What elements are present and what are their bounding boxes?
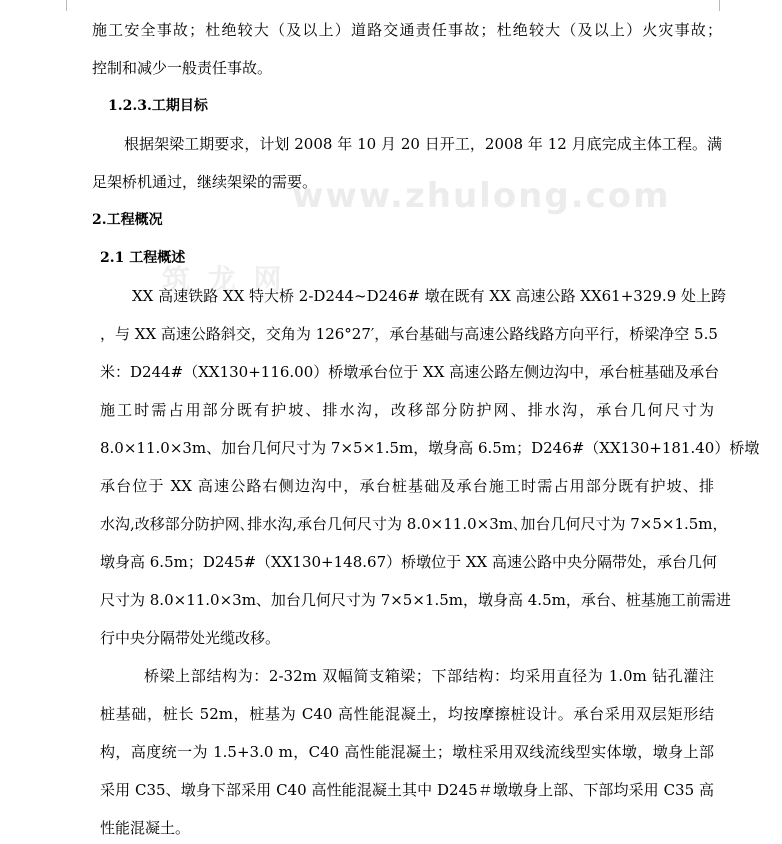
text-line: 控制和减少一般责任事故。 — [92, 59, 273, 77]
text-line: 足架桥机通过，继续架梁的需要。 — [92, 173, 318, 191]
text-line: 水沟,改移部分防护网､排水沟,承台几何尺寸为 8.0×11.0×3m､加台几何尺寸为 7×5×1.5m， — [100, 515, 728, 533]
text-line: 尺寸为 8.0×11.0×3m、加台几何尺寸为 7×5×1.5m，墩身高 4.5m，承台、桩基施工前需进 — [100, 591, 731, 609]
page-corner-mark-left — [66, 0, 79, 11]
watermark-cn: 筑 龙 网 — [162, 263, 286, 296]
subsection-heading: 2.1 工程概述 — [100, 250, 186, 266]
section-heading: 2.工程概况 — [92, 212, 163, 228]
text-line: 桩基础，桩长 52m，桩基为 C40 高性能混凝土，均按摩擦桩设计。承台采用双层矩形结 — [100, 705, 714, 723]
page-corner-mark-right — [707, 0, 720, 11]
text-line: 8.0×11.0×3m、加台几何尺寸为 7×5×1.5m，墩身高 6.5m；D246#（XX130+181.40）桥墩 — [100, 439, 760, 457]
text-line: 米：D244#（XX130+116.00）桥墩承台位于 XX 高速公路左侧边沟中，承台桩基础及承台 — [100, 363, 720, 381]
text-line: 根据架梁工期要求，计划 2008 年 10 月 20 日开工，2008 年 12 月底完成主体工程。满 — [124, 135, 722, 153]
text-line: 施工安全事故；杜绝较大（及以上）道路交通责任事故；杜绝较大（及以上）火灾事故； — [92, 21, 722, 39]
text-line: 桥梁上部结构为：2-32m 双幅简支箱梁；下部结构：均采用直径为 1.0m 钻孔灌注 — [144, 667, 714, 685]
text-line: ，与 XX 高速公路斜交，交角为 126°27′，承台基础与高速公路线路方向平行，桥梁净空 5.5 — [100, 325, 718, 343]
text-line: 承台位于 XX 高速公路右侧边沟中，承台桩基础及承台施工时需占用部分既有护坡、排 — [100, 477, 714, 495]
watermark-site: www.zhulong.com — [292, 176, 671, 216]
section-heading: 1.2.3.工期目标 — [108, 98, 208, 114]
text-line: 性能混凝土。 — [100, 819, 191, 837]
text-line: 施工时需占用部分既有护坡、排水沟，改移部分防护网、排水沟，承台几何尺寸为 — [100, 401, 714, 419]
text-line: 墩身高 6.5m；D245#（XX130+148.67）桥墩位于 XX 高速公路中央分隔带处，承台几何 — [100, 553, 718, 571]
text-line: 行中央分隔带处光缆改移。 — [100, 629, 281, 647]
text-line: XX 高速铁路 XX 特大桥 2-D244~D246# 墩在既有 XX 高速公路 XX61+329.9 处上跨 — [132, 287, 727, 305]
text-line: 采用 C35、墩身下部采用 C40 高性能混凝土其中 D245＃墩墩身上部、下部均采用 C35 高 — [100, 781, 714, 799]
text-line: 构，高度统一为 1.5+3.0 m，C40 高性能混凝土；墩柱采用双线流线型实体墩，墩身上部 — [100, 743, 714, 761]
